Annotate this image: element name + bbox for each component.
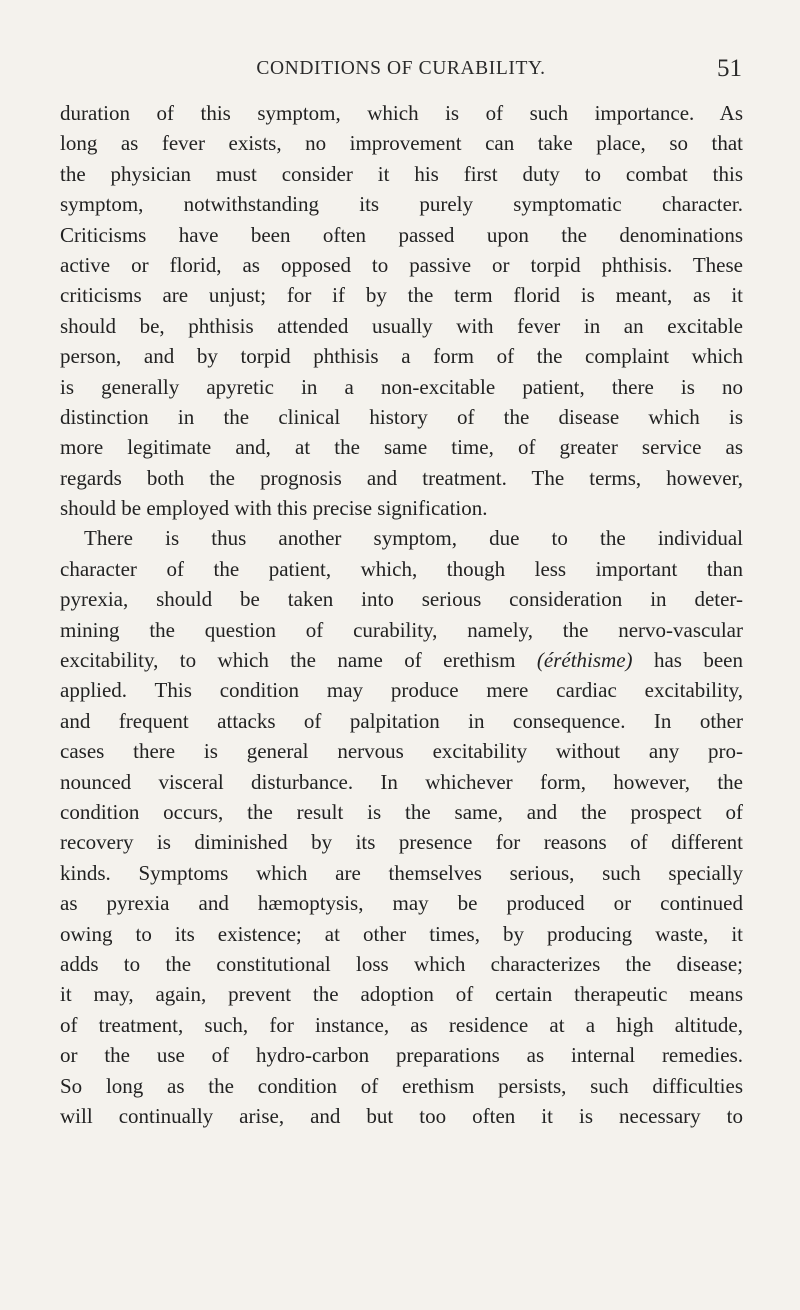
text-line: of treatment, such, for instance, as residence at a high altitude, xyxy=(60,1012,743,1037)
text-line: Criticisms have been often passed upon the denominations xyxy=(60,222,743,247)
text-line: distinction in the clinical history of the disease which is xyxy=(60,404,743,429)
text-line: So long as the condition of erethism persists, such difficulties xyxy=(60,1073,743,1098)
text-line: symptom, notwithstanding its purely symptomatic character. xyxy=(60,192,743,217)
italic-term: (éréthisme) xyxy=(536,648,633,673)
text-line: will continually arise, and but too often it is necessary to xyxy=(60,1103,743,1128)
running-title: CONDITIONS OF CURABILITY. xyxy=(256,58,546,79)
running-head xyxy=(60,55,742,88)
text-line: cases there is general nervous excitability without any pro- xyxy=(60,739,743,764)
text-line: should be employed with this precise signification. xyxy=(60,496,488,521)
text-line-with-italic xyxy=(60,645,743,675)
text-line: nounced visceral disturbance. In whichever form, however, the xyxy=(60,769,743,794)
text-line: applied. This condition may produce mere cardiac excitability, xyxy=(60,678,743,703)
line-tail: has been xyxy=(653,648,744,673)
text-line: owing to its existence; at other times, by producing waste, it xyxy=(60,921,743,946)
text-line: character of the patient, which, though less important than xyxy=(60,556,743,581)
text-line: adds to the constitutional loss which characterizes the disease; xyxy=(60,951,743,976)
text-line: the physician must consider it his first duty to combat this xyxy=(60,161,743,186)
text-line: person, and by torpid phthisis a form of the complaint which xyxy=(60,344,743,369)
text-line: regards both the prognosis and treatment. The terms, however, xyxy=(60,465,743,490)
line-head: excitability, to which the name of erethism xyxy=(60,648,516,673)
body-text xyxy=(60,98,743,1131)
text-line: active or florid, as opposed to passive or torpid phthisis. These xyxy=(60,252,743,277)
text-line: it may, again, prevent the adoption of certain therapeutic means xyxy=(60,982,743,1007)
text-line: as pyrexia and hæmoptysis, may be produced or continued xyxy=(60,891,743,916)
text-line: long as fever exists, no improvement can take place, so that xyxy=(60,131,743,156)
text-line: more legitimate and, at the same time, of greater service as xyxy=(60,435,743,460)
text-line: pyrexia, should be taken into serious consideration in deter- xyxy=(60,587,743,612)
text-line: should be, phthisis attended usually with fever in an excitable xyxy=(60,313,743,338)
text-line: duration of this symptom, which is of such importance. As xyxy=(60,101,743,125)
text-line: mining the question of curability, namely, the nervo-vascular xyxy=(60,617,743,642)
text-line: or the use of hydro-carbon preparations as internal remedies. xyxy=(60,1043,743,1068)
text-line: recovery is diminished by its presence for reasons of different xyxy=(60,830,743,855)
text-line: criticisms are unjust; for if by the term florid is meant, as it xyxy=(60,283,743,308)
text-line: is generally apyretic in a non-excitable patient, there is no xyxy=(60,374,743,399)
paragraph-first-line: There is thus another symptom, due to the individual xyxy=(84,526,743,551)
page-number: 51 xyxy=(717,55,742,82)
text-line: condition occurs, the result is the same, and the prospect of xyxy=(60,799,743,824)
text-line: kinds. Symptoms which are themselves serious, such specially xyxy=(60,860,743,885)
text-line: and frequent attacks of palpitation in consequence. In other xyxy=(60,708,743,733)
